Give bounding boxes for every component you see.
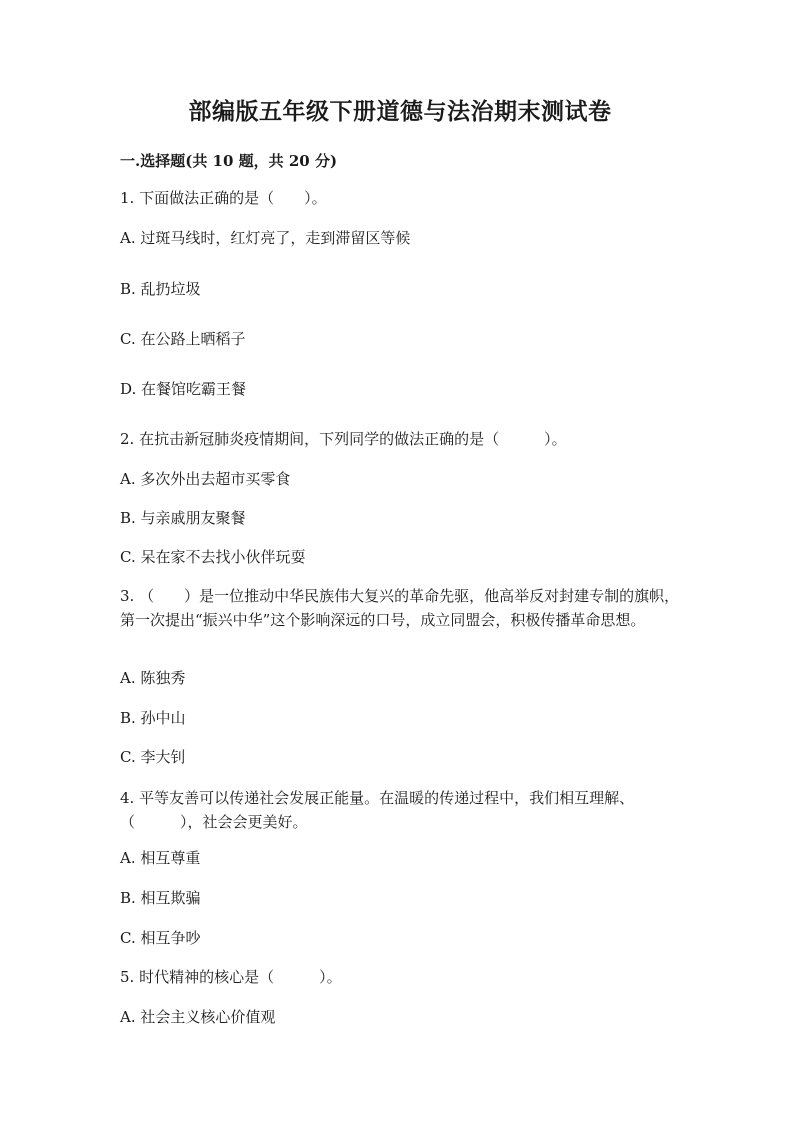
question-1-option-a: A. 过斑马线时，红灯亮了，走到滞留区等候 — [120, 229, 411, 247]
question-2-option-b: B. 与亲戚朋友聚餐 — [120, 509, 246, 527]
question-3-stem: 3. （ ）是一位推动中华民族伟大复兴的革命先驱，他高举反对封建专制的旗帜，第一次提出“振兴中华”这个影响深远的口号，成立同盟会，积极传播革命思想。 — [120, 587, 680, 629]
section-heading: 一.选择题(共 10 题，共 20 分) — [120, 152, 338, 170]
question-2-option-a: A. 多次外出去超市买零食 — [120, 470, 291, 488]
question-2-stem: 2. 在抗击新冠肺炎疫情期间，下列同学的做法正确的是（ ）。 — [120, 430, 567, 448]
question-1-option-d: D. 在餐馆吃霸王餐 — [120, 380, 247, 398]
question-5-stem: 5. 时代精神的核心是（ ）。 — [120, 968, 342, 986]
question-4-option-c: C. 相互争吵 — [120, 929, 201, 947]
question-3-option-a: A. 陈独秀 — [120, 669, 186, 687]
question-3-option-c: C. 李大钊 — [120, 748, 186, 766]
question-4-option-b: B. 相互欺骗 — [120, 889, 201, 907]
question-5-option-a: A. 社会主义核心价值观 — [120, 1008, 276, 1026]
question-1-option-c: C. 在公路上晒稻子 — [120, 330, 246, 348]
question-1-option-b: B. 乱扔垃圾 — [120, 280, 201, 298]
question-3-option-b: B. 孙中山 — [120, 709, 186, 727]
question-2-option-c: C. 呆在家不去找小伙伴玩耍 — [120, 548, 306, 566]
question-1-stem: 1. 下面做法正确的是（ ）。 — [120, 189, 327, 207]
question-4-option-a: A. 相互尊重 — [120, 849, 201, 867]
question-4-stem: 4. 平等友善可以传递社会发展正能量。在温暖的传递过程中，我们相互理解、（ ），社会会更美好。 — [120, 789, 635, 831]
page-title: 部编版五年级下册道德与法治期末测试卷 — [188, 98, 612, 125]
